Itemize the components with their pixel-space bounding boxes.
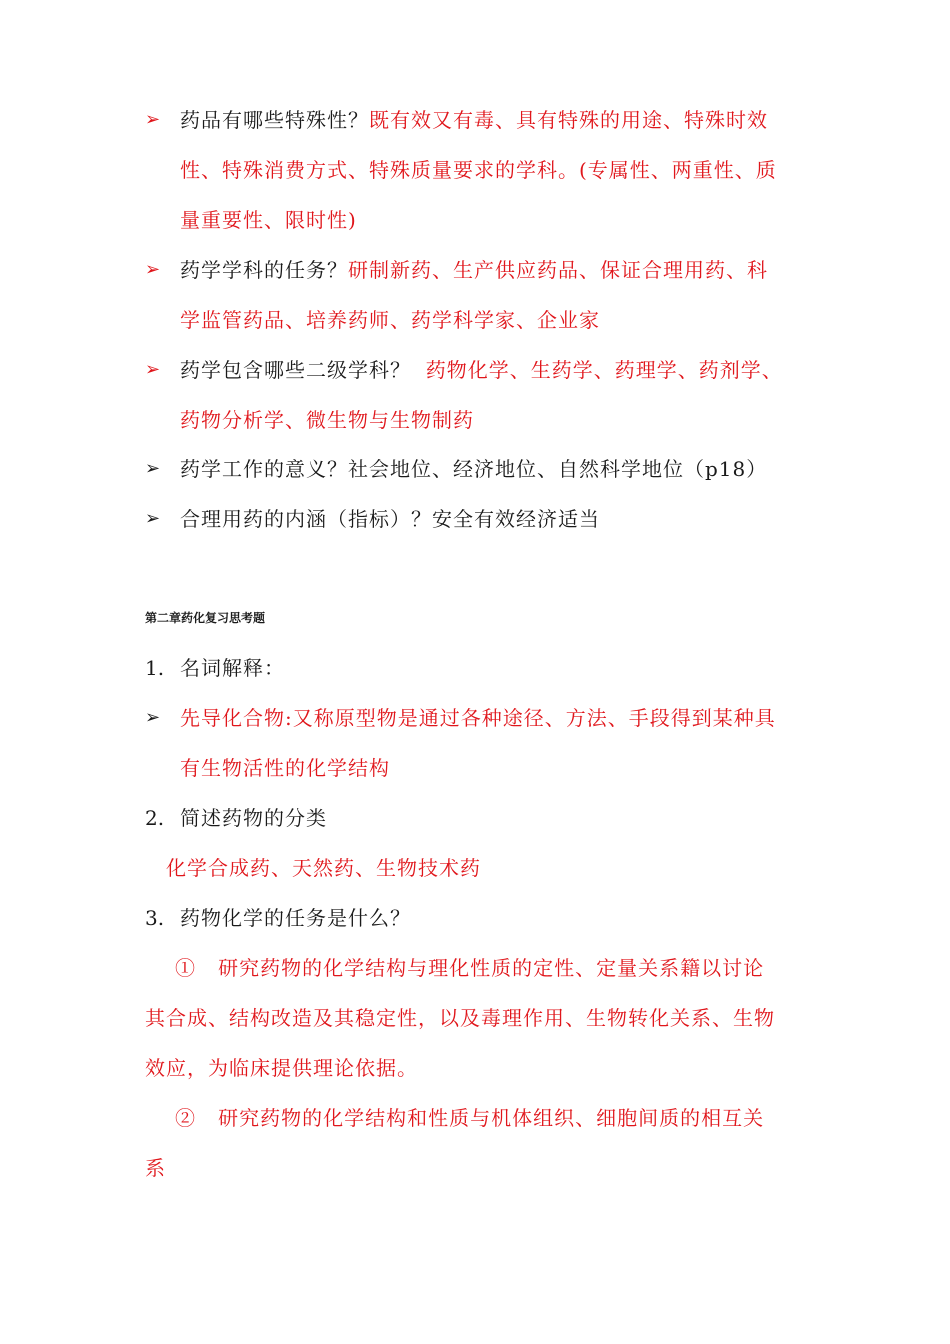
item-number: 3. — [145, 906, 165, 930]
bullet-arrow-icon: ➢ — [145, 109, 161, 130]
bullet-4-line-1: 药学工作的意义？社会地位、经济地位、自然科学地位（p18） — [180, 457, 768, 481]
bullet-arrow-icon: ➢ — [145, 259, 161, 280]
item-2-answer: 化学合成药、天然药、生物技术药 — [166, 856, 481, 880]
item-3-point-1-line-2: 其合成、结构改造及其稳定性，以及毒理作用、生物转化关系、生物 — [145, 1006, 775, 1030]
bullet-2-line-2: 学监管药品、培养药师、药学科学家、企业家 — [180, 308, 600, 332]
bullet-2-line-1 — [180, 257, 768, 283]
answer-text: 既有效又有毒、具有特殊的用途、特殊时效 — [369, 108, 768, 132]
point-text: 研究药物的化学结构和性质与机体组织、细胞间质的相互关 — [218, 1106, 765, 1130]
point-text: 研究药物的化学结构与理化性质的定性、定量关系籍以讨论 — [218, 956, 765, 980]
question-text: 药学学科的任务？ — [180, 258, 348, 282]
item-number: 2. — [145, 806, 165, 830]
item-3-point-2-line-1 — [175, 1105, 764, 1131]
bullet-1-line-2: 性、特殊消费方式、特殊质量要求的学科。(专属性、两重性、质 — [180, 158, 777, 182]
item-1-answer-line-1: 先导化合物:又称原型物是通过各种途径、方法、手段得到某种具 — [180, 706, 776, 730]
question-text: 药学包含哪些二级学科？ — [180, 358, 411, 382]
circled-number-one: ① — [175, 956, 196, 980]
item-1-title: 名词解释： — [180, 656, 285, 680]
bullet-arrow-icon: ➢ — [145, 359, 161, 380]
bullet-1-line-1 — [180, 107, 768, 133]
item-3-point-1-line-3: 效应，为临床提供理论依据。 — [145, 1056, 418, 1080]
circled-number-two: ② — [175, 1106, 196, 1130]
bullet-arrow-icon: ➢ — [145, 508, 161, 529]
item-2-title: 简述药物的分类 — [180, 806, 327, 830]
item-number: 1. — [145, 656, 165, 680]
question-text: 药品有哪些特殊性？ — [180, 108, 369, 132]
item-3-title: 药物化学的任务是什么？ — [180, 906, 411, 930]
bullet-5-line-1: 合理用药的内涵（指标）？安全有效经济适当 — [180, 507, 600, 531]
bullet-3-line-2: 药物分析学、微生物与生物制药 — [180, 408, 474, 432]
item-3-point-2-line-2: 系 — [145, 1156, 166, 1180]
bullet-1-line-3: 量重要性、限时性) — [180, 208, 357, 232]
answer-text: 药物化学、生药学、药理学、药剂学、 — [425, 358, 783, 382]
chapter-heading: 第二章药化复习思考题 — [145, 611, 266, 625]
answer-text: 研制新药、生产供应药品、保证合理用药、科 — [348, 258, 768, 282]
bullet-arrow-icon: ➢ — [145, 458, 161, 479]
item-1-answer-line-2: 有生物活性的化学结构 — [180, 756, 390, 780]
bullet-arrow-icon: ➢ — [145, 707, 161, 728]
item-3-point-1-line-1 — [175, 955, 764, 981]
bullet-3-line-1 — [180, 357, 783, 383]
